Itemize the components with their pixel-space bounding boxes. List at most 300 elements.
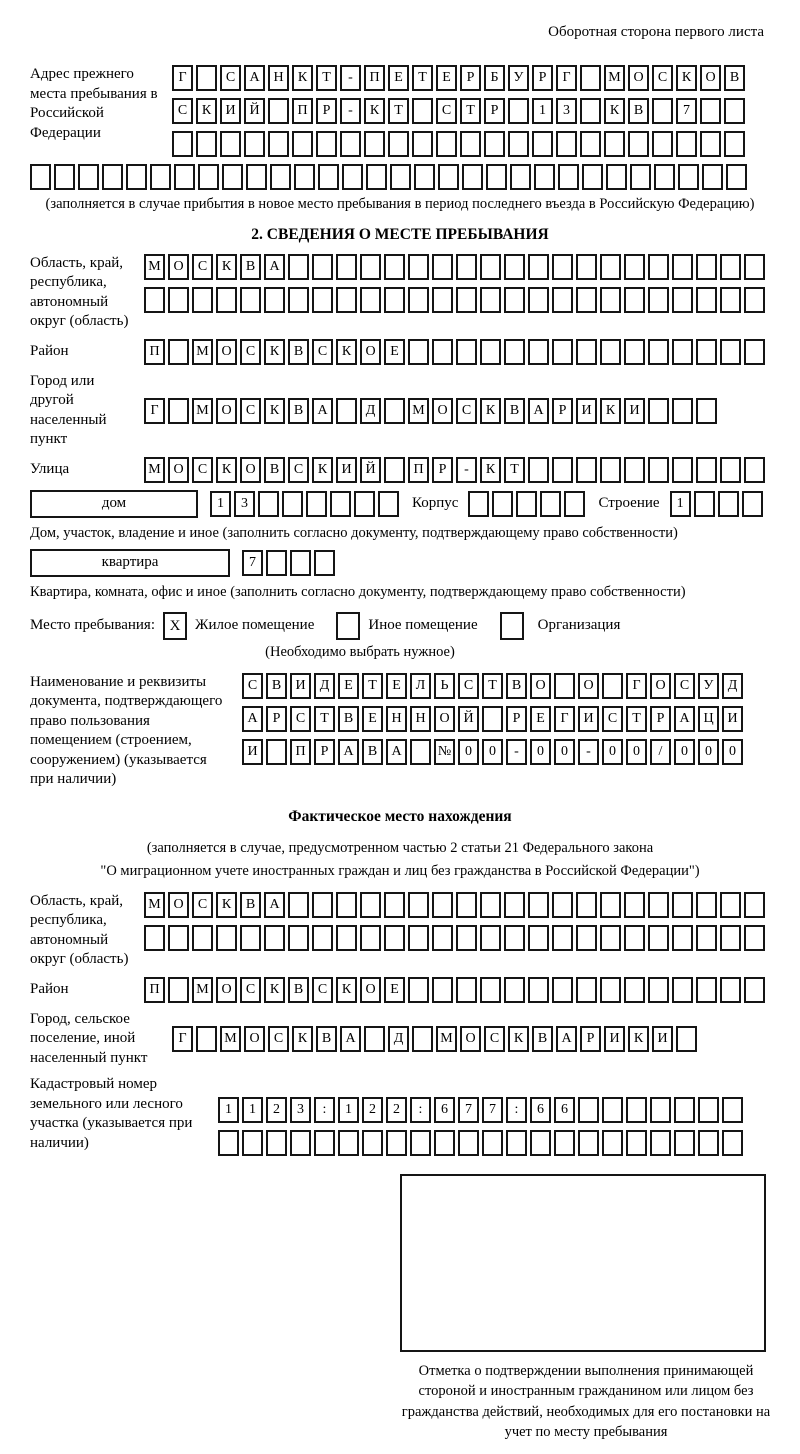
char-cell[interactable]	[624, 977, 645, 1003]
char-cell[interactable]	[516, 491, 537, 517]
char-cell[interactable]	[552, 254, 573, 280]
char-cell[interactable]	[672, 892, 693, 918]
char-cell[interactable]	[456, 925, 477, 951]
char-cell[interactable]	[468, 491, 489, 517]
char-cell[interactable]: К	[264, 977, 285, 1003]
char-cell[interactable]	[600, 892, 621, 918]
checkbox-other-premises[interactable]	[336, 612, 360, 640]
char-cell[interactable]: И	[652, 1026, 673, 1052]
char-cell[interactable]	[624, 339, 645, 365]
char-cell[interactable]	[552, 339, 573, 365]
char-cell[interactable]: 7	[242, 550, 263, 576]
char-cell[interactable]	[408, 925, 429, 951]
char-cell[interactable]: 1	[218, 1097, 239, 1123]
char-cell[interactable]: М	[408, 398, 429, 424]
char-cell[interactable]: О	[168, 457, 189, 483]
char-cell[interactable]	[492, 491, 513, 517]
char-cell[interactable]: У	[508, 65, 529, 91]
char-cell[interactable]: Т	[362, 673, 383, 699]
char-cell[interactable]	[168, 287, 189, 313]
char-cell[interactable]: А	[312, 398, 333, 424]
char-cell[interactable]: Н	[268, 65, 289, 91]
char-cell[interactable]	[412, 1026, 433, 1052]
char-cell[interactable]	[504, 925, 525, 951]
char-cell[interactable]: В	[532, 1026, 553, 1052]
char-cell[interactable]: М	[192, 977, 213, 1003]
char-cell[interactable]	[720, 457, 741, 483]
char-cell[interactable]: 3	[234, 491, 255, 517]
char-cell[interactable]	[354, 491, 375, 517]
char-cell[interactable]	[674, 1130, 695, 1156]
char-cell[interactable]: М	[144, 892, 165, 918]
char-cell[interactable]: К	[480, 398, 501, 424]
char-cell[interactable]	[192, 925, 213, 951]
char-cell[interactable]	[552, 892, 573, 918]
char-cell[interactable]	[408, 254, 429, 280]
char-cell[interactable]: С	[312, 977, 333, 1003]
char-cell[interactable]	[672, 339, 693, 365]
char-cell[interactable]: Ц	[698, 706, 719, 732]
char-cell[interactable]	[678, 164, 699, 190]
char-cell[interactable]	[648, 398, 669, 424]
char-cell[interactable]: В	[288, 398, 309, 424]
char-cell[interactable]: О	[650, 673, 671, 699]
char-cell[interactable]: А	[264, 254, 285, 280]
char-cell[interactable]	[744, 925, 765, 951]
char-cell[interactable]	[174, 164, 195, 190]
char-cell[interactable]: В	[288, 339, 309, 365]
char-cell[interactable]	[626, 1130, 647, 1156]
char-cell[interactable]	[410, 1130, 431, 1156]
char-cell[interactable]	[168, 925, 189, 951]
char-cell[interactable]	[698, 1097, 719, 1123]
char-cell[interactable]	[720, 254, 741, 280]
char-cell[interactable]	[532, 131, 553, 157]
char-cell[interactable]: О	[530, 673, 551, 699]
char-cell[interactable]: В	[362, 739, 383, 765]
char-cell[interactable]	[718, 491, 739, 517]
char-cell[interactable]	[414, 164, 435, 190]
char-cell[interactable]: А	[264, 892, 285, 918]
char-cell[interactable]	[504, 287, 525, 313]
char-cell[interactable]: С	[652, 65, 673, 91]
char-cell[interactable]	[602, 1130, 623, 1156]
char-cell[interactable]	[144, 287, 165, 313]
char-cell[interactable]	[722, 1097, 743, 1123]
char-cell[interactable]: П	[144, 339, 165, 365]
char-cell[interactable]	[624, 457, 645, 483]
char-cell[interactable]	[360, 925, 381, 951]
char-cell[interactable]	[510, 164, 531, 190]
char-cell[interactable]	[528, 457, 549, 483]
char-cell[interactable]: К	[312, 457, 333, 483]
char-cell[interactable]	[436, 131, 457, 157]
char-cell[interactable]	[578, 1097, 599, 1123]
char-cell[interactable]: Р	[432, 457, 453, 483]
char-cell[interactable]: Р	[532, 65, 553, 91]
char-cell[interactable]: В	[504, 398, 525, 424]
char-cell[interactable]	[318, 164, 339, 190]
char-cell[interactable]	[528, 977, 549, 1003]
char-cell[interactable]	[504, 892, 525, 918]
char-cell[interactable]: В	[264, 457, 285, 483]
char-cell[interactable]	[30, 164, 51, 190]
char-cell[interactable]: С	[602, 706, 623, 732]
char-cell[interactable]	[602, 673, 623, 699]
char-cell[interactable]: М	[144, 254, 165, 280]
char-cell[interactable]	[384, 457, 405, 483]
char-cell[interactable]: Г	[554, 706, 575, 732]
char-cell[interactable]: В	[240, 892, 261, 918]
char-cell[interactable]: Й	[458, 706, 479, 732]
char-cell[interactable]	[672, 254, 693, 280]
char-cell[interactable]	[486, 164, 507, 190]
char-cell[interactable]	[720, 287, 741, 313]
char-cell[interactable]	[480, 977, 501, 1003]
char-cell[interactable]: Т	[460, 98, 481, 124]
char-cell[interactable]: Е	[338, 673, 359, 699]
char-cell[interactable]: А	[340, 1026, 361, 1052]
char-cell[interactable]	[696, 457, 717, 483]
char-cell[interactable]: 0	[674, 739, 695, 765]
char-cell[interactable]	[408, 892, 429, 918]
char-cell[interactable]	[342, 164, 363, 190]
char-cell[interactable]	[580, 131, 601, 157]
char-cell[interactable]: К	[336, 977, 357, 1003]
char-cell[interactable]	[576, 977, 597, 1003]
char-cell[interactable]	[556, 131, 577, 157]
char-cell[interactable]	[696, 287, 717, 313]
char-cell[interactable]	[312, 287, 333, 313]
char-cell[interactable]: 0	[698, 739, 719, 765]
char-cell[interactable]	[384, 398, 405, 424]
char-cell[interactable]: О	[700, 65, 721, 91]
char-cell[interactable]	[220, 131, 241, 157]
char-cell[interactable]	[722, 1130, 743, 1156]
char-cell[interactable]	[700, 131, 721, 157]
char-cell[interactable]	[600, 254, 621, 280]
char-cell[interactable]	[366, 164, 387, 190]
char-cell[interactable]: 1	[670, 491, 691, 517]
char-cell[interactable]	[528, 925, 549, 951]
char-cell[interactable]: В	[628, 98, 649, 124]
char-cell[interactable]	[312, 892, 333, 918]
char-cell[interactable]	[168, 339, 189, 365]
char-cell[interactable]: О	[578, 673, 599, 699]
char-cell[interactable]: Р	[650, 706, 671, 732]
char-cell[interactable]: Т	[626, 706, 647, 732]
char-cell[interactable]: 0	[458, 739, 479, 765]
char-cell[interactable]	[528, 287, 549, 313]
char-cell[interactable]: К	[292, 65, 313, 91]
char-cell[interactable]	[744, 287, 765, 313]
char-cell[interactable]	[720, 339, 741, 365]
char-cell[interactable]	[390, 164, 411, 190]
char-cell[interactable]	[720, 925, 741, 951]
char-cell[interactable]: Е	[362, 706, 383, 732]
char-cell[interactable]	[216, 287, 237, 313]
char-cell[interactable]	[580, 65, 601, 91]
char-cell[interactable]: В	[288, 977, 309, 1003]
char-cell[interactable]: 6	[530, 1097, 551, 1123]
char-cell[interactable]: Е	[388, 65, 409, 91]
char-cell[interactable]: Д	[722, 673, 743, 699]
char-cell[interactable]	[290, 1130, 311, 1156]
char-cell[interactable]	[504, 254, 525, 280]
char-cell[interactable]	[600, 339, 621, 365]
char-cell[interactable]	[408, 977, 429, 1003]
char-cell[interactable]	[266, 1130, 287, 1156]
char-cell[interactable]: О	[460, 1026, 481, 1052]
char-cell[interactable]	[408, 287, 429, 313]
char-cell[interactable]	[364, 131, 385, 157]
char-cell[interactable]	[672, 287, 693, 313]
char-cell[interactable]	[456, 339, 477, 365]
char-cell[interactable]: В	[316, 1026, 337, 1052]
char-cell[interactable]	[648, 892, 669, 918]
char-cell[interactable]	[540, 491, 561, 517]
char-cell[interactable]: С	[456, 398, 477, 424]
char-cell[interactable]	[386, 1130, 407, 1156]
char-cell[interactable]	[724, 131, 745, 157]
char-cell[interactable]: В	[724, 65, 745, 91]
char-cell[interactable]	[624, 892, 645, 918]
char-cell[interactable]: 2	[266, 1097, 287, 1123]
char-cell[interactable]	[576, 254, 597, 280]
char-cell[interactable]	[696, 977, 717, 1003]
checkbox-residential[interactable]: X	[163, 612, 187, 640]
char-cell[interactable]	[744, 977, 765, 1003]
char-cell[interactable]	[600, 977, 621, 1003]
char-cell[interactable]	[552, 457, 573, 483]
char-cell[interactable]	[576, 892, 597, 918]
char-cell[interactable]: С	[192, 254, 213, 280]
char-cell[interactable]	[270, 164, 291, 190]
char-cell[interactable]	[378, 491, 399, 517]
char-cell[interactable]: К	[264, 398, 285, 424]
char-cell[interactable]: Е	[384, 977, 405, 1003]
char-cell[interactable]	[552, 925, 573, 951]
char-cell[interactable]: К	[216, 457, 237, 483]
char-cell[interactable]	[172, 131, 193, 157]
char-cell[interactable]	[578, 1130, 599, 1156]
char-cell[interactable]: П	[408, 457, 429, 483]
char-cell[interactable]: -	[340, 65, 361, 91]
char-cell[interactable]	[600, 287, 621, 313]
char-cell[interactable]: 0	[722, 739, 743, 765]
char-cell[interactable]: Н	[386, 706, 407, 732]
char-cell[interactable]: С	[192, 457, 213, 483]
char-cell[interactable]: К	[604, 98, 625, 124]
char-cell[interactable]	[384, 892, 405, 918]
char-cell[interactable]	[696, 892, 717, 918]
char-cell[interactable]: О	[168, 254, 189, 280]
char-cell[interactable]	[696, 925, 717, 951]
char-cell[interactable]	[600, 457, 621, 483]
char-cell[interactable]: 1	[532, 98, 553, 124]
char-cell[interactable]: М	[192, 339, 213, 365]
char-cell[interactable]	[294, 164, 315, 190]
char-cell[interactable]	[458, 1130, 479, 1156]
char-cell[interactable]: О	[240, 457, 261, 483]
char-cell[interactable]: Д	[360, 398, 381, 424]
char-cell[interactable]	[576, 925, 597, 951]
char-cell[interactable]	[484, 131, 505, 157]
char-cell[interactable]: О	[434, 706, 455, 732]
char-cell[interactable]: Г	[172, 65, 193, 91]
char-cell[interactable]	[724, 98, 745, 124]
char-cell[interactable]	[726, 164, 747, 190]
char-cell[interactable]: 1	[242, 1097, 263, 1123]
char-cell[interactable]: С	[290, 706, 311, 732]
char-cell[interactable]: К	[196, 98, 217, 124]
char-cell[interactable]: Д	[314, 673, 335, 699]
char-cell[interactable]	[196, 131, 217, 157]
char-cell[interactable]: И	[336, 457, 357, 483]
char-cell[interactable]	[504, 977, 525, 1003]
char-cell[interactable]	[456, 287, 477, 313]
char-cell[interactable]	[264, 287, 285, 313]
char-cell[interactable]	[672, 977, 693, 1003]
char-cell[interactable]	[624, 254, 645, 280]
char-cell[interactable]	[720, 892, 741, 918]
char-cell[interactable]	[576, 339, 597, 365]
char-cell[interactable]	[384, 254, 405, 280]
char-cell[interactable]	[648, 457, 669, 483]
char-cell[interactable]: 7	[458, 1097, 479, 1123]
char-cell[interactable]	[648, 287, 669, 313]
checkbox-organization[interactable]	[500, 612, 524, 640]
char-cell[interactable]: В	[266, 673, 287, 699]
char-cell[interactable]	[432, 925, 453, 951]
char-cell[interactable]	[360, 287, 381, 313]
char-cell[interactable]	[412, 98, 433, 124]
char-cell[interactable]: О	[628, 65, 649, 91]
char-cell[interactable]	[552, 977, 573, 1003]
char-cell[interactable]	[742, 491, 763, 517]
char-cell[interactable]	[246, 164, 267, 190]
char-cell[interactable]: М	[220, 1026, 241, 1052]
char-cell[interactable]	[700, 98, 721, 124]
char-cell[interactable]: -	[578, 739, 599, 765]
char-cell[interactable]	[240, 925, 261, 951]
char-cell[interactable]	[336, 925, 357, 951]
char-cell[interactable]: И	[722, 706, 743, 732]
char-cell[interactable]: -	[456, 457, 477, 483]
char-cell[interactable]: 3	[556, 98, 577, 124]
char-cell[interactable]	[288, 892, 309, 918]
char-cell[interactable]: С	[192, 892, 213, 918]
char-cell[interactable]	[554, 1130, 575, 1156]
char-cell[interactable]: М	[604, 65, 625, 91]
char-cell[interactable]: 6	[554, 1097, 575, 1123]
char-cell[interactable]	[362, 1130, 383, 1156]
char-cell[interactable]	[198, 164, 219, 190]
char-cell[interactable]: Г	[556, 65, 577, 91]
char-cell[interactable]	[744, 892, 765, 918]
char-cell[interactable]	[150, 164, 171, 190]
char-cell[interactable]: Т	[314, 706, 335, 732]
char-cell[interactable]	[196, 1026, 217, 1052]
char-cell[interactable]: С	[240, 339, 261, 365]
char-cell[interactable]: У	[698, 673, 719, 699]
char-cell[interactable]	[336, 398, 357, 424]
char-cell[interactable]	[336, 254, 357, 280]
char-cell[interactable]	[582, 164, 603, 190]
char-cell[interactable]	[672, 457, 693, 483]
char-cell[interactable]	[218, 1130, 239, 1156]
char-cell[interactable]: С	[484, 1026, 505, 1052]
char-cell[interactable]	[336, 892, 357, 918]
char-cell[interactable]: С	[240, 398, 261, 424]
char-cell[interactable]: П	[290, 739, 311, 765]
char-cell[interactable]: :	[314, 1097, 335, 1123]
char-cell[interactable]	[360, 892, 381, 918]
char-cell[interactable]	[628, 131, 649, 157]
char-cell[interactable]	[290, 550, 311, 576]
char-cell[interactable]	[462, 164, 483, 190]
char-cell[interactable]	[456, 977, 477, 1003]
char-cell[interactable]	[624, 925, 645, 951]
char-cell[interactable]	[384, 925, 405, 951]
char-cell[interactable]: Б	[484, 65, 505, 91]
char-cell[interactable]: С	[268, 1026, 289, 1052]
char-cell[interactable]	[480, 254, 501, 280]
char-cell[interactable]	[480, 892, 501, 918]
char-cell[interactable]	[480, 339, 501, 365]
char-cell[interactable]	[292, 131, 313, 157]
char-cell[interactable]: Д	[388, 1026, 409, 1052]
char-cell[interactable]: О	[216, 339, 237, 365]
char-cell[interactable]: Г	[626, 673, 647, 699]
char-cell[interactable]: М	[436, 1026, 457, 1052]
char-cell[interactable]: Г	[144, 398, 165, 424]
char-cell[interactable]	[648, 339, 669, 365]
char-cell[interactable]: 0	[530, 739, 551, 765]
char-cell[interactable]	[482, 1130, 503, 1156]
char-cell[interactable]	[744, 254, 765, 280]
char-cell[interactable]: А	[386, 739, 407, 765]
char-cell[interactable]	[456, 254, 477, 280]
char-cell[interactable]	[314, 550, 335, 576]
char-cell[interactable]: И	[220, 98, 241, 124]
char-cell[interactable]: Е	[384, 339, 405, 365]
char-cell[interactable]	[564, 491, 585, 517]
char-cell[interactable]	[196, 65, 217, 91]
char-cell[interactable]	[432, 977, 453, 1003]
char-cell[interactable]: К	[336, 339, 357, 365]
char-cell[interactable]: С	[172, 98, 193, 124]
char-cell[interactable]	[720, 977, 741, 1003]
char-cell[interactable]: 0	[482, 739, 503, 765]
char-cell[interactable]	[244, 131, 265, 157]
char-cell[interactable]: Т	[388, 98, 409, 124]
char-cell[interactable]: С	[240, 977, 261, 1003]
char-cell[interactable]	[434, 1130, 455, 1156]
char-cell[interactable]: К	[480, 457, 501, 483]
char-cell[interactable]	[384, 287, 405, 313]
char-cell[interactable]: -	[340, 98, 361, 124]
char-cell[interactable]: К	[364, 98, 385, 124]
char-cell[interactable]: /	[650, 739, 671, 765]
char-cell[interactable]	[78, 164, 99, 190]
char-cell[interactable]: 7	[482, 1097, 503, 1123]
char-cell[interactable]: А	[244, 65, 265, 91]
char-cell[interactable]	[534, 164, 555, 190]
char-cell[interactable]: К	[216, 254, 237, 280]
char-cell[interactable]: :	[410, 1097, 431, 1123]
char-cell[interactable]	[676, 131, 697, 157]
